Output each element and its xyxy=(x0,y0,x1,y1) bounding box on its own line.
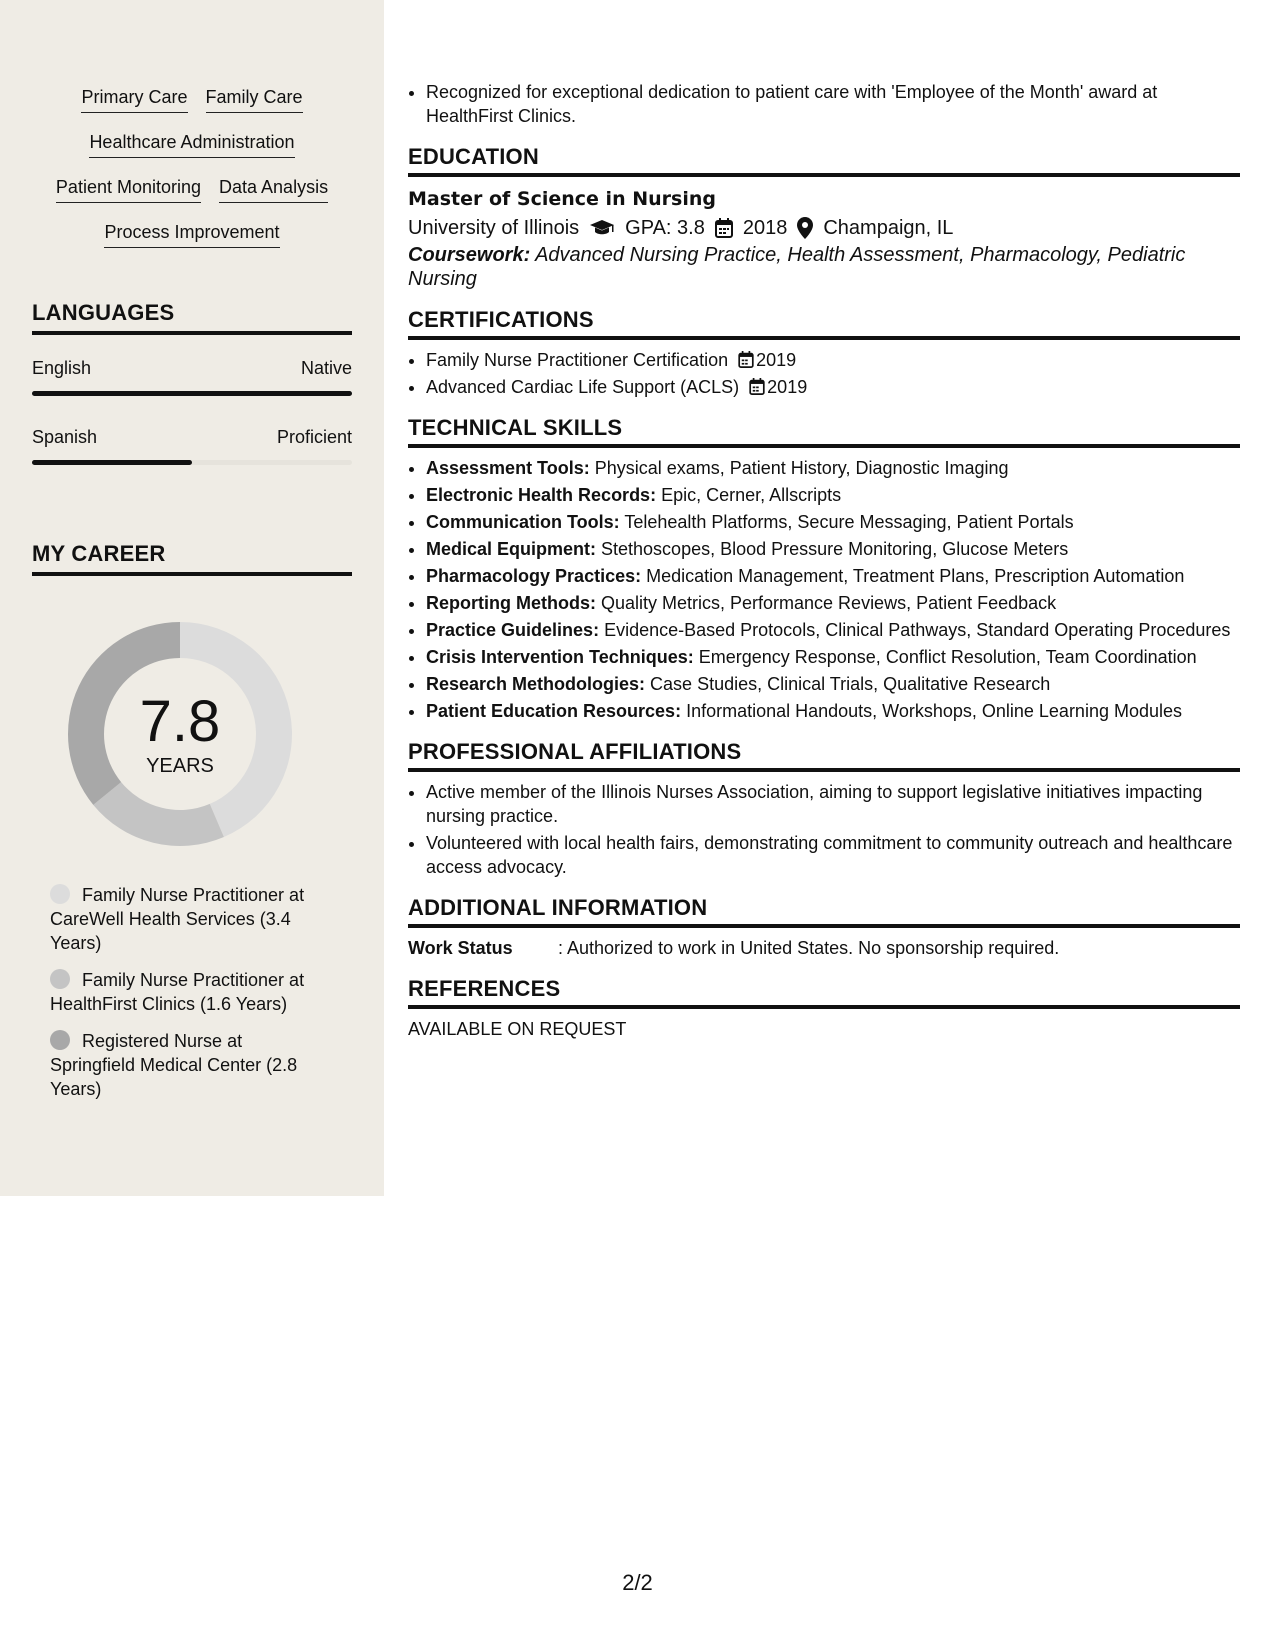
skill-text: Emergency Response, Conflict Resolution, Team Coordination xyxy=(693,647,1197,667)
sidebar xyxy=(0,0,384,1196)
skill-item xyxy=(426,564,1240,588)
location-pin-icon xyxy=(797,217,813,239)
skill-text: Informational Handouts, Workshops, Online Learning Modules xyxy=(681,701,1183,721)
skill-item xyxy=(426,537,1240,561)
list-item: • Active member of the Illinois Nurses Association, aiming to support legislative initiatives impacting nursing practice. xyxy=(426,780,1240,828)
career-total xyxy=(66,690,294,778)
certification-item xyxy=(426,348,1240,372)
skill-tag: Process Improvement xyxy=(104,221,279,248)
calendar-icon xyxy=(715,218,733,238)
skill-text: Epic, Cerner, Allscripts xyxy=(656,485,842,505)
career-total-unit: YEARS xyxy=(146,755,214,777)
legend-dot xyxy=(50,1030,70,1050)
list-item: • Volunteered with local health fairs, demonstrating commitment to community outreach and healthcare access advocacy. xyxy=(426,831,1240,879)
work-status-value: : Authorized to work in United States. No sponsorship required. xyxy=(558,938,1060,958)
additional-info-heading: ADDITIONAL INFORMATION xyxy=(408,895,1240,928)
career-total-value: 7.8 xyxy=(139,689,221,754)
skill-item xyxy=(426,699,1240,723)
skill-tag: Data Analysis xyxy=(219,176,328,203)
career-item xyxy=(50,1029,330,1101)
education-meta xyxy=(408,213,1240,243)
skill-item xyxy=(426,456,1240,480)
skill-item xyxy=(426,672,1240,696)
certifications-list xyxy=(408,348,1240,399)
language-bar xyxy=(32,391,352,396)
work-status-label: Work Status xyxy=(408,938,513,958)
technical-skills-list xyxy=(408,456,1240,723)
certification-item xyxy=(426,375,1240,399)
graduation-cap-icon xyxy=(589,219,615,237)
skill-label: Crisis Intervention Techniques: xyxy=(426,647,694,667)
language-level: Native xyxy=(300,358,352,378)
calendar-icon xyxy=(749,378,765,395)
language-english xyxy=(32,358,352,396)
tag-row xyxy=(32,131,352,176)
language-bar xyxy=(32,460,352,465)
calendar-icon xyxy=(738,351,754,368)
languages-heading: LANGUAGES xyxy=(32,300,352,335)
skill-tag: Family Care xyxy=(206,86,303,113)
skill-text: Evidence-Based Protocols, Clinical Pathways, Standard Operating Procedures xyxy=(599,620,1231,640)
skill-label: Communication Tools: xyxy=(426,512,620,532)
page-number: 2/2 xyxy=(622,1570,653,1595)
gpa: GPA: 3.8 xyxy=(625,217,705,239)
skill-text: Quality Metrics, Performance Reviews, Patient Feedback xyxy=(595,593,1057,613)
donut-slice-2 xyxy=(93,782,224,846)
skill-label: Practice Guidelines: xyxy=(426,620,600,640)
language-name: English xyxy=(32,358,92,378)
certification-year: 2019 xyxy=(767,377,808,397)
career-list xyxy=(50,883,330,1114)
skill-item xyxy=(426,483,1240,507)
tag-row xyxy=(32,176,352,221)
career-item-text: Family Nurse Practitioner at CareWell Health Services (3.4 Years) xyxy=(50,885,305,953)
career-heading: MY CAREER xyxy=(32,541,352,576)
skill-item xyxy=(426,618,1240,642)
skill-tag: Patient Monitoring xyxy=(56,176,201,203)
intro-bullets xyxy=(408,80,1240,128)
skill-label: Research Methodologies: xyxy=(426,674,646,694)
tag-row xyxy=(32,221,352,266)
skill-tag: Healthcare Administration xyxy=(89,131,294,158)
degree-title: Master of Science in Nursing xyxy=(408,188,716,210)
language-bar-fill xyxy=(32,460,192,465)
skill-text: Telehealth Platforms, Secure Messaging, Patient Portals xyxy=(619,512,1074,532)
skill-text: Medication Management, Treatment Plans, Prescription Automation xyxy=(641,566,1185,586)
tag-row xyxy=(32,86,352,131)
career-item xyxy=(50,968,330,1016)
skill-text: Physical exams, Patient History, Diagnostic Imaging xyxy=(589,458,1009,478)
coursework-text: Advanced Nursing Practice, Health Assessment, Pharmacology, Pediatric Nursing xyxy=(408,244,1186,290)
skill-label: Patient Education Resources: xyxy=(426,701,682,721)
school-name: University of Illinois xyxy=(408,217,580,239)
legend-dot xyxy=(50,884,70,904)
certification-name: Family Nurse Practitioner Certification xyxy=(426,350,729,370)
career-item xyxy=(50,883,330,955)
skill-text: Case Studies, Clinical Trials, Qualitative Research xyxy=(645,674,1051,694)
education-heading: EDUCATION xyxy=(408,144,1240,177)
skill-label: Electronic Health Records: xyxy=(426,485,657,505)
affiliations-heading: PROFESSIONAL AFFILIATIONS xyxy=(408,739,1240,772)
certification-year: 2019 xyxy=(756,350,797,370)
skill-item xyxy=(426,645,1240,669)
education-location: Champaign, IL xyxy=(823,217,954,239)
coursework xyxy=(408,243,1240,291)
work-status-row xyxy=(408,936,1240,960)
language-name: Spanish xyxy=(32,427,98,447)
affiliations-list xyxy=(408,780,1240,879)
certifications-heading: CERTIFICATIONS xyxy=(408,307,1240,340)
skill-tag: Primary Care xyxy=(81,86,187,113)
skill-item xyxy=(426,510,1240,534)
career-item-text: Family Nurse Practitioner at HealthFirst Clinics (1.6 Years) xyxy=(50,970,305,1014)
skill-label: Assessment Tools: xyxy=(426,458,590,478)
list-item: • Recognized for exceptional dedication to patient care with 'Employee of the Month' award at HealthFirst Clinics. xyxy=(426,80,1240,128)
references-text: AVAILABLE ON REQUEST xyxy=(408,1019,627,1039)
legend-dot xyxy=(50,969,70,989)
skill-item xyxy=(426,591,1240,615)
technical-skills-heading: TECHNICAL SKILLS xyxy=(408,415,1240,448)
language-spanish xyxy=(32,427,352,465)
skill-label: Pharmacology Practices: xyxy=(426,566,642,586)
references-heading: REFERENCES xyxy=(408,976,1240,1009)
career-item-text: Registered Nurse at Springfield Medical Center (2.8 Years) xyxy=(50,1031,298,1099)
certification-name: Advanced Cardiac Life Support (ACLS) xyxy=(426,377,740,397)
graduation-year: 2018 xyxy=(742,217,788,239)
language-bar-fill xyxy=(32,391,352,396)
skill-label: Reporting Methods: xyxy=(426,593,596,613)
skill-text: Stethoscopes, Blood Pressure Monitoring, Glucose Meters xyxy=(596,539,1069,559)
main-content xyxy=(408,80,1240,1041)
language-level: Proficient xyxy=(276,427,352,447)
coursework-label: Coursework: xyxy=(408,244,531,266)
skill-tags xyxy=(32,86,352,266)
skill-label: Medical Equipment: xyxy=(426,539,597,559)
